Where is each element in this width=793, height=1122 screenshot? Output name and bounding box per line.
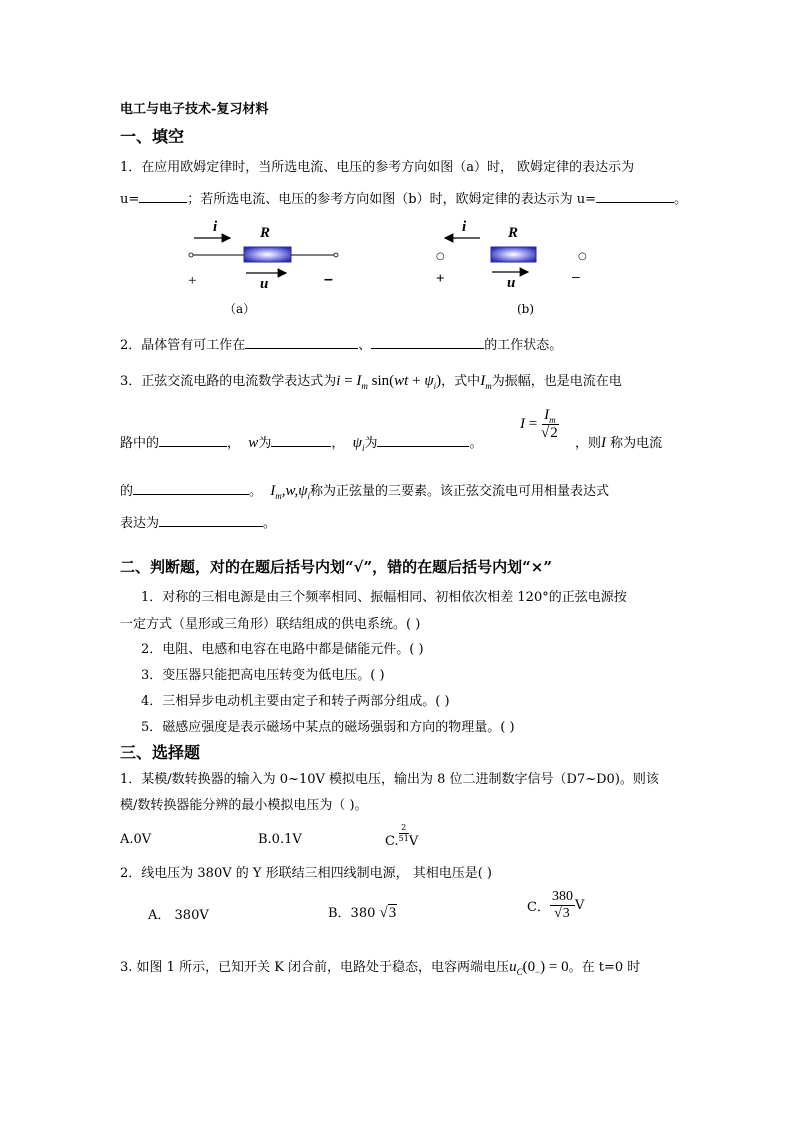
choice-q2-option-c[interactable]: C． $\frac{380}{√3}$ V	[527, 889, 585, 921]
fig-a-u-label: u	[260, 276, 269, 292]
q3-blank-c[interactable]	[377, 433, 469, 447]
section-1-heading: 一、填空	[120, 127, 185, 146]
fig-b-minus: –	[572, 268, 580, 284]
q1-blank-a[interactable]	[139, 189, 187, 203]
fig-a-plus: +	[188, 273, 197, 289]
q2-line	[120, 334, 562, 353]
fig-a-caption: （a）	[224, 302, 256, 316]
fig-b-terminal-left: ○	[436, 251, 445, 262]
fig-b-terminal-right: ○	[578, 251, 587, 262]
judge-item-1: 1．对称的三相电源是由三个频率相同、振幅相同、初相依次相差 120°的正弦电源按	[141, 590, 627, 605]
q3-blank-d[interactable]	[133, 481, 249, 495]
q3-Im-desc: 为振幅，也是电流在电	[491, 374, 622, 389]
q1-blank-b[interactable]	[596, 189, 674, 203]
fig-a-terminal-left	[189, 253, 193, 257]
q3-blank-e[interactable]	[159, 513, 263, 527]
figure-a	[188, 219, 338, 316]
q3-w-symbol: w	[248, 435, 259, 451]
fig-b-i-label: i	[462, 219, 467, 235]
fig-b-plus: +	[436, 271, 445, 287]
fig-a-resistor	[244, 247, 291, 262]
choice-q3-formula: $u_C(0_-) = 0$	[509, 959, 569, 977]
q3-blank-b[interactable]	[271, 433, 331, 447]
fig-b-resistor	[491, 247, 536, 262]
judge-item-3: 3．变压器只能把高电压转变为低电压。( )	[141, 668, 385, 683]
fig-b-u-label: u	[507, 275, 516, 291]
choice-q2-option-b[interactable]: B．380 √3	[328, 905, 397, 921]
q2-sep: 、	[358, 338, 372, 353]
q3-line1	[120, 370, 622, 390]
q1-line1: 1．在应用欧姆定律时，当所选电流、电压的参考方向如图（a）时， 欧姆定律的表达示为	[120, 160, 635, 175]
q3-effective-formula: I = $\frac{I_m}{√2}$	[520, 407, 558, 441]
fig-a-i-label: i	[213, 219, 218, 235]
q1-line2	[120, 188, 687, 207]
choice-q1-option-a[interactable]: A.0V	[120, 832, 152, 847]
circuit-figure	[180, 215, 610, 320]
q3-line4: 表达为 。	[120, 512, 276, 531]
fig-a-R-label: R	[260, 225, 271, 241]
q1-pre: u=	[120, 192, 140, 207]
choice-q1-option-b[interactable]: B.0.1V	[258, 832, 302, 847]
q3-mid: ，式中	[441, 374, 481, 389]
choice-q1-option-c[interactable]: C. $\frac{2}{51}$ V	[385, 823, 419, 849]
fig-a-terminal-right	[334, 253, 338, 257]
q3-pre: 3．正弦交流电路的电流数学表达式为	[120, 374, 337, 389]
choice-q1-line1: 1．某模/数转换器的输入为 0~10V 模拟电压，输出为 8 位二进制数字信号（D7~D0)。则该	[120, 772, 659, 787]
judge-item-5: 5．磁感应强度是表示磁场中某点的磁场强弱和方向的物理量。( )	[141, 720, 515, 735]
q2-blank-b[interactable]	[371, 335, 484, 349]
judge-item-4: 4．三相异步电动机主要由定子和转子两部分组成。( )	[141, 694, 450, 709]
q2-pre: 2．晶体管有可工作在	[120, 338, 246, 353]
choice-q2-option-a[interactable]: A． 380V	[148, 908, 209, 923]
q1-mid: ；若所选电流、电压的参考方向如图（b）时，欧姆定律的表达示为 u=	[187, 192, 596, 207]
q3-Im-symbol: $I_m$	[480, 373, 492, 391]
q3-three-elements: $I_m,w,\psi_i$	[270, 483, 311, 501]
fig-b-caption: (b)	[517, 302, 535, 316]
q3-psi-symbol: $\psi_i$	[352, 435, 365, 453]
judge-item-1-cont: 一定方式（星形或三角形）联结组成的供电系统。( )	[120, 617, 421, 632]
figure-b	[436, 219, 587, 316]
section-2-heading: 二、判断题，对的在题后括号内划“√”，错的在题后括号内划“×”	[120, 558, 552, 576]
choice-q1-line2: 模/数转换器能分辨的最小模拟电压为（ )。	[120, 798, 368, 813]
q3-blank-a[interactable]	[159, 433, 227, 447]
choice-q3-line: 3. 如图 1 所示，已知开关 K 闭合前，电路处于稳态，电容两端电压$u_C(0_-) = 0$。在 t=0 时	[120, 959, 641, 977]
q3-line3: 的 。 $I_m,w,\psi_i$称为正弦量的三要素。该正弦交流电可用相量表达式	[120, 483, 610, 501]
fig-a-minus: –	[324, 271, 333, 288]
q3-formula: $i = I_m$ $\sin(wt + \psi_i)$	[336, 373, 442, 391]
choice-q2-line: 2．线电压为 380V 的 Y 形联结三相四线制电源， 其相电压是( )	[120, 866, 492, 881]
q1-end: 。	[674, 192, 688, 207]
q2-blank-a[interactable]	[245, 335, 358, 349]
section-3-heading: 三、选择题	[120, 743, 201, 762]
fig-b-R-label: R	[508, 225, 519, 241]
q3-line2: 路中的 ， w为 ， $\psi_i$为 。	[120, 435, 483, 453]
q2-end: 的工作状态。	[484, 338, 563, 353]
judge-item-2: 2．电阻、电感和电容在电路中都是储能元件。( )	[141, 642, 424, 657]
q3-then: ，则I 称为电流	[575, 435, 663, 451]
document-title: 电工与电子技术-复习材料	[120, 102, 269, 117]
